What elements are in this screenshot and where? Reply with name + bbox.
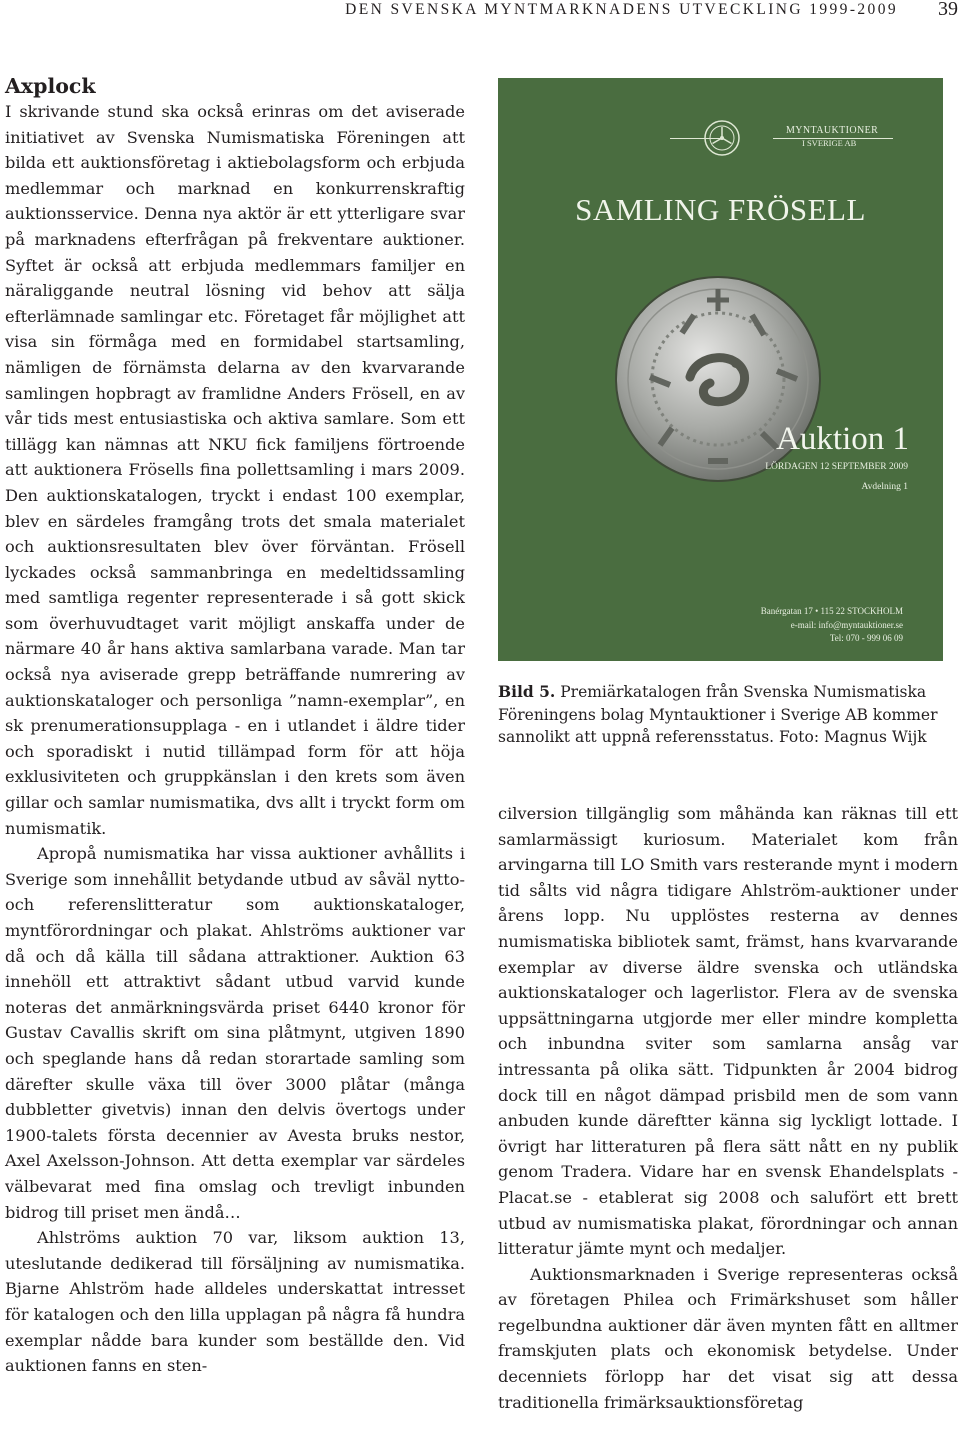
- cover-title: SAMLING FRÖSELL: [575, 192, 866, 227]
- cover-auction-title: Auktion 1: [776, 421, 909, 457]
- cover-email: e-mail: info@myntauktioner.se: [790, 620, 903, 630]
- cover-brand-sub: I SVERIGE AB: [802, 138, 857, 148]
- left-column: [5, 74, 465, 1379]
- paragraph-lo-smith: cilversion tillgänglig som måhända kan räknas till ett samlarmässigt kuriosum. Materialet kom från arvingarna till LO Smith vars resterande mynt i modern tid sålts vid några tidigare Ahlström-auktioner under årens lopp. Nu upplöstes resterna av dennes numismatiska bibliotek samt, främst, hans kvarvarande exemplar av diverse äldre svenska och utländska auktionskataloger och lagerlistor. Flera av de svenska uppsättningarna utgjorde mer eller mindre kompletta och inbundna sviter som samlarna ansåg var intressanta på olika sätt. Tidpunkten år 2004 bidrog dock till en något dämpad prisbild men de som vann anbuden kunde däreftter känna sig lyckligt lottade. I övrigt har litteraturen på flera sätt nått en ny publik genom Tradera. Vidare har en svensk Ehandelsplats - Placat.se - etablerat sig 2008 och salufört ett brett utbud av numismatiska plakat, förordningar och annan litteratur jämte mynt och medaljer.: [498, 804, 958, 1259]
- caption-label: Bild 5.: [498, 682, 556, 701]
- cover-rule-left: [670, 138, 722, 139]
- paragraph-ahlstrom-70: Ahlströms auktion 70 var, liksom auktion 13, uteslutande dedikerad till försäljning av numismatika. Bjarne Ahlström hade alldeles underskattat intresset för katalogen och den lilla upplagan på några få hundra exemplar nådde bara kunder som beställde den. Vid auktionen fanns en sten-: [5, 1228, 465, 1376]
- figure-caption: [498, 681, 958, 749]
- cover-division: Avdelning 1: [861, 482, 908, 492]
- running-header: [0, 0, 960, 22]
- page-number: 39: [938, 0, 958, 20]
- cover-phone: Tel: 070 - 999 06 09: [829, 633, 903, 643]
- running-title: DEN SVENSKA MYNTMARKNADENS UTVECKLING 1999-2009: [345, 1, 898, 18]
- cover-brand-name: MYNTAUKTIONER: [786, 125, 879, 136]
- caption-text: Premiärkatalogen från Svenska Numismatiska Föreningens bolag Myntauktioner i Sverige AB kommer sannolikt att uppnå referensstatus. Foto: Magnus Wijk: [498, 683, 938, 746]
- paragraph-auktionsmarknaden: Auktionsmarknaden i Sverige representeras också av företagen Philea och Frimärkshuset som håller regelbundna auktioner där även mynten fått en alltmer framskjuten plats och ekonomisk betydelse. Under decenniets förlopp har det visat sig att dessa traditionella frimärksauktionsföretag: [498, 1264, 958, 1412]
- catalogue-cover-image: [498, 78, 943, 661]
- cover-auction-date: LÖRDAGEN 12 SEPTEMBER 2009: [765, 462, 908, 472]
- section-heading: Axplock: [5, 74, 96, 98]
- cover-address: Banérgatan 17 • 115 22 STOCKHOLM: [760, 606, 903, 616]
- right-column: [498, 801, 958, 1415]
- paragraph-numismatika: Apropå numismatika har vissa auktioner avhållits i Sverige som innehållit betydande utbud av såväl nytto- och referenslitteratur som auktionskataloger, myntförordningar och plakat. Ahlströms auktioner var då och då källa till sådana attraktioner. Auktion 63 innehöll ett attraktivt sådant utbud varvid kunde noteras det anmärkningsvärda priset 6440 kronor för Gustav Cavallis skrift om sina plåtmynt, utgiven 1890 och speglande hans då redan storartade samling som därefter skulle växa till över 3000 plåtar (många dubbletter givetvis) innan den delvis övertogs under 1900-talets första decennier av Avesta bruks nestor, Axel Axelsson-Johnson. Att detta exemplar var särdeles välbevarat med fina omslag och trevligt inbunden bidrog till priset men ändå…: [5, 844, 465, 1222]
- paragraph-axplock: I skrivande stund ska också erinras om det aviserade initiativet av Svenska Numismatiska Föreningen att bilda ett auktionsföretag i aktiebolagsform och erbjuda medlemmar och marknad en konkurrenskraftig auktionsservice. Denna nya aktör är ett ytterligare svar på marknadens efterfrågan på frekventare auktioner. Syftet är också att erbjuda medlemmars familjer en näraliggande neutral lösning vid behov att sälja efterlämnade samlingar etc. Företaget får möjlighet att visa sin förmåga med en formidabel startsamling, nämligen de förnämsta delarna av den kvarvarande samlingen hopbragt av framlidne Anders Frösell, en av vår tids mest entusiastiska och aktiva samlare. Som ett tillägg kan nämnas att NKU fick familjens förtroende att auktionera Frösells fina pollettsamling i mars 2009. Den auktionskatalogen, tryckt i endast 100 exemplar, blev en särdeles framgång trots det smala materialet och auktionsresultaten blev över förväntan. Frösell lyckades också sammanbringa en medeltidssamling med samtliga regenter representerade i så gott skick som överhuvudtaget varit möjligt anskaffa under de närmare 40 år hans aktiva samlarbana varade. Man tar också nya aviserade grepp beträffande numrering av auktionskataloger och personliga ”namn-exemplar”, en sk prenumerationsupplaga - en i utlandet i äldre tider och sporadiskt i nutid tillämpad form för att höja exklusiviteten och gruppkänslan i den krets som även gillar och samlar numismatika, dvs allt i tryckt form om numismatik.: [5, 102, 465, 838]
